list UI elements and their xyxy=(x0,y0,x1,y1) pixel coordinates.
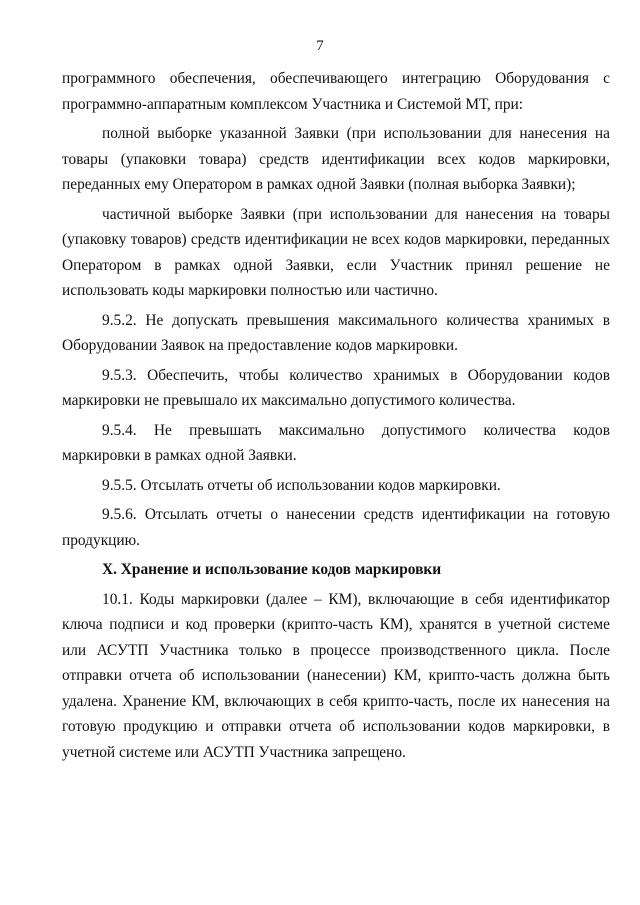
section-heading: X. Хранение и использование кодов маркировки xyxy=(102,561,442,578)
page-number: 7 xyxy=(316,38,324,54)
paragraph-full-selection: полной выборке указанной Заявки (при использовании для нанесения на товары (упаковки товара) средств идентификации всех кодов маркировки, переданных ему Оператором в рамках одной Заявки (полная выборка Заявки); xyxy=(62,125,610,193)
clause-9-5-3: 9.5.3. Обеспечить, чтобы количество хранимых в Оборудовании кодов маркировки не превышало их максимально допустимого количества. xyxy=(62,366,610,409)
paragraph-continuation: программного обеспечения, обеспечивающего интеграцию Оборудования с программно-аппаратным комплексом Участника и Системой МТ, при: xyxy=(62,70,610,113)
clause-9-5-5: 9.5.5. Отсылать отчеты об использовании кодов маркировки. xyxy=(102,476,501,494)
clause-10-1: 10.1. Коды маркировки (далее – КМ), включающие в себя идентификатор ключа подписи и код проверки (крипто-часть КМ), хранятся в учетной системе или АСУТП Участника только в процессе производственного цикла. После отправки отчета об использовании (нанесении) КМ, крипто-часть должна быть удалена. Хранение КМ, включающих в себя крипто-часть, после их нанесения на готовую продукцию и отправки отчета об использовании кодов маркировки, в учетной системе или АСУТП Участника запрещено. xyxy=(62,590,610,761)
clause-9-5-2: 9.5.2. Не допускать превышения максимального количества хранимых в Оборудовании Заявок на предоставление кодов маркировки. xyxy=(62,311,610,354)
clause-9-5-4: 9.5.4. Не превышать максимально допустимого количества кодов маркировки в рамках одной Заявки. xyxy=(62,421,610,464)
document-body xyxy=(62,66,610,769)
paragraph-partial-selection: частичной выборке Заявки (при использовании для нанесения на товары (упаковку товаров) средств идентификации не всех кодов маркировки, переданных Оператором в рамках одной Заявки, если Участник принял решение не использовать коды маркировки полностью или частично. xyxy=(62,205,610,299)
clause-9-5-6: 9.5.6. Отсылать отчеты о нанесении средств идентификации на готовую продукцию. xyxy=(62,506,610,549)
